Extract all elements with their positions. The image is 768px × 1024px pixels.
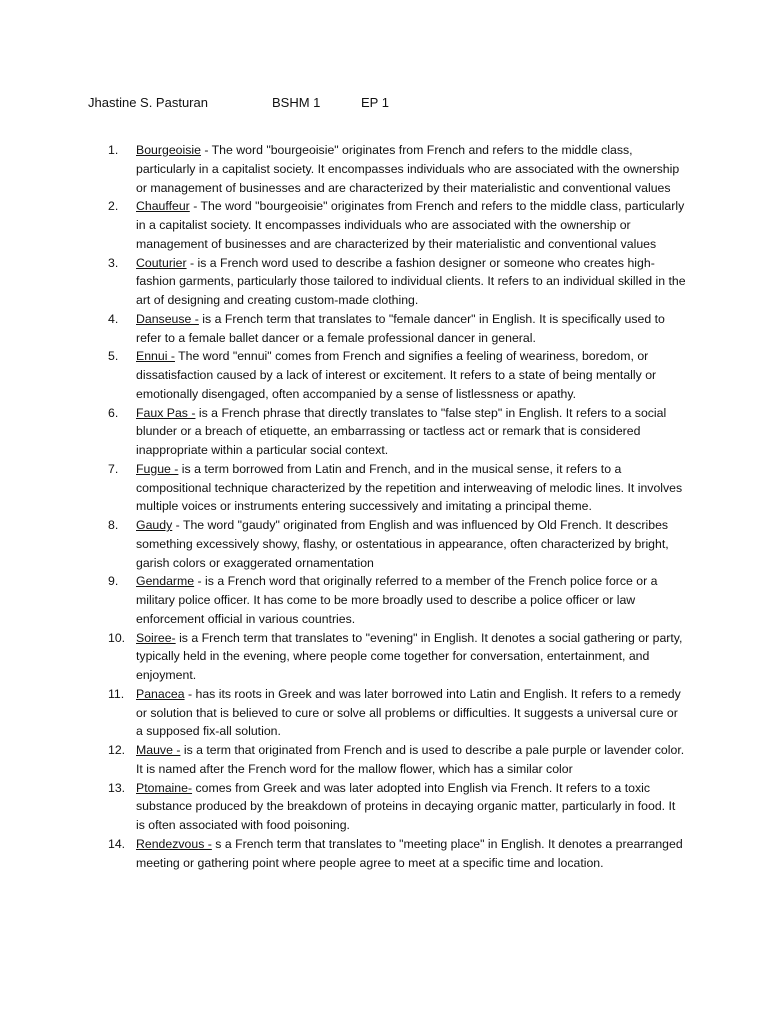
term-number: 4. [108,311,119,326]
term-item [108,310,686,348]
term-word: Soiree- [136,630,176,645]
term-number: 7. [108,461,119,476]
term-word: Faux Pas - [136,405,196,420]
term-item [108,516,686,572]
term-number: 9. [108,574,119,589]
term-definition: is a term borrowed from Latin and French, and in the musical sense, it refers to a compositional technique characterized by the repetition and interweaving of melodic lines. It involves multiple voices or instruments entering successively and imitating a principal theme. [136,461,683,514]
term-word: Ennui - [136,349,175,364]
term-number: 13. [108,780,126,795]
term-definition: - The word "bourgeoisie" originates from French and refers to the middle class, particularly in a capitalist society. It encompasses individuals who are associated with the ownership or management of businesses and are characterized by their materialistic and conventional values [136,143,680,195]
term-item [108,629,686,685]
term-word: Gendarme [136,574,195,589]
term-word: Ptomaine- [136,780,193,795]
term-item [108,835,686,873]
term-item [108,254,686,310]
term-item [108,741,686,779]
term-word: Chauffeur [136,199,190,214]
term-number: 1. [108,143,119,157]
document-header [88,94,688,114]
term-item [108,197,686,253]
subject-code: EP 1 [361,95,389,110]
term-word: Danseuse - [136,311,199,326]
term-number: 2. [108,199,119,214]
terms-list [108,141,686,872]
term-item [108,779,686,835]
term-word: Panacea [136,686,185,701]
term-word: Gaudy [136,518,173,532]
term-definition: s a French term that translates to "meeting place" in English. It denotes a prearranged meeting or gathering point where people agree to meet at a specific time and location. [136,836,683,870]
term-definition: - The word "bourgeoisie" originates from French and refers to the middle class, particularly in a capitalist society. It encompasses individuals who are associated with the ownership or management of businesses and are characterized by their materialistic and conventional values [136,199,685,251]
term-item [108,404,686,460]
student-name: Jhastine S. Pasturan [88,95,208,110]
term-number: 14. [108,836,126,851]
term-item [108,347,686,403]
term-word: Bourgeoisie [136,143,201,157]
term-word: Fugue - [136,461,179,476]
term-item [108,572,686,628]
term-number: 3. [108,255,119,270]
term-number: 8. [108,518,119,532]
term-item [108,141,686,197]
term-definition: - The word "gaudy" originated from English and was influenced by Old French. It describes something excessively showy, flashy, or ostentatious in appearance, often characterized by bright, garish colors or exaggerated ornamentation [136,518,669,570]
term-number: 10. [108,630,126,645]
term-definition: is a French phrase that directly translates to "false step" in English. It refers to a social blunder or a breach of etiquette, an embarrassing or tactless act or remark that is considered inappropriate within a particular social context. [136,405,667,457]
term-item [108,685,686,741]
term-word: Rendezvous - [136,836,212,851]
term-definition: is a French term that translates to "female dancer" in English. It is specifically used to refer to a female ballet dancer or a female professional dancer in general. [136,311,665,345]
term-number: 12. [108,743,126,757]
term-definition: is a French term that translates to "evening" in English. It denotes a social gathering or party, typically held in the evening, where people come together for conversation, entertainment, and enjoyment. [136,630,683,682]
term-definition: comes from Greek and was later adopted into English via French. It refers to a toxic substance produced by the breakdown of proteins in decaying organic matter, particularly in food. It is often associated with food poisoning. [136,780,676,832]
term-definition: The word "ennui" comes from French and signifies a feeling of weariness, boredom, or dissatisfaction caused by a lack of interest or excitement. It refers to a state of being mentally or emotionally disengaged, often accompanied by a sense of listlessness or apathy. [136,349,657,401]
term-number: 6. [108,405,119,420]
course-label: BSHM 1 [272,95,321,110]
term-definition: is a term that originated from French and is used to describe a pale purple or lavender color. It is named after the French word for the mallow flower, which has a similar color [136,743,685,776]
term-word: Couturier [136,255,187,270]
term-word: Mauve - [136,743,181,757]
term-definition: - is a French word used to describe a fashion designer or someone who creates high-fashion garments, particularly those tailored to individual clients. It refers to an individual skilled in the art of designing and creating custom-made clothing. [136,255,686,307]
term-number: 5. [108,349,119,364]
term-definition: - is a French word that originally referred to a member of the French police force or a military police officer. It has come to be more broadly used to describe a police officer or law enforcement official in various countries. [136,574,658,626]
term-number: 11. [108,686,125,701]
term-definition: - has its roots in Greek and was later borrowed into Latin and English. It refers to a remedy or solution that is believed to cure or solve all problems or difficulties. It suggests a universal cure or a supposed fix-all solution. [136,686,681,739]
term-item [108,460,686,516]
